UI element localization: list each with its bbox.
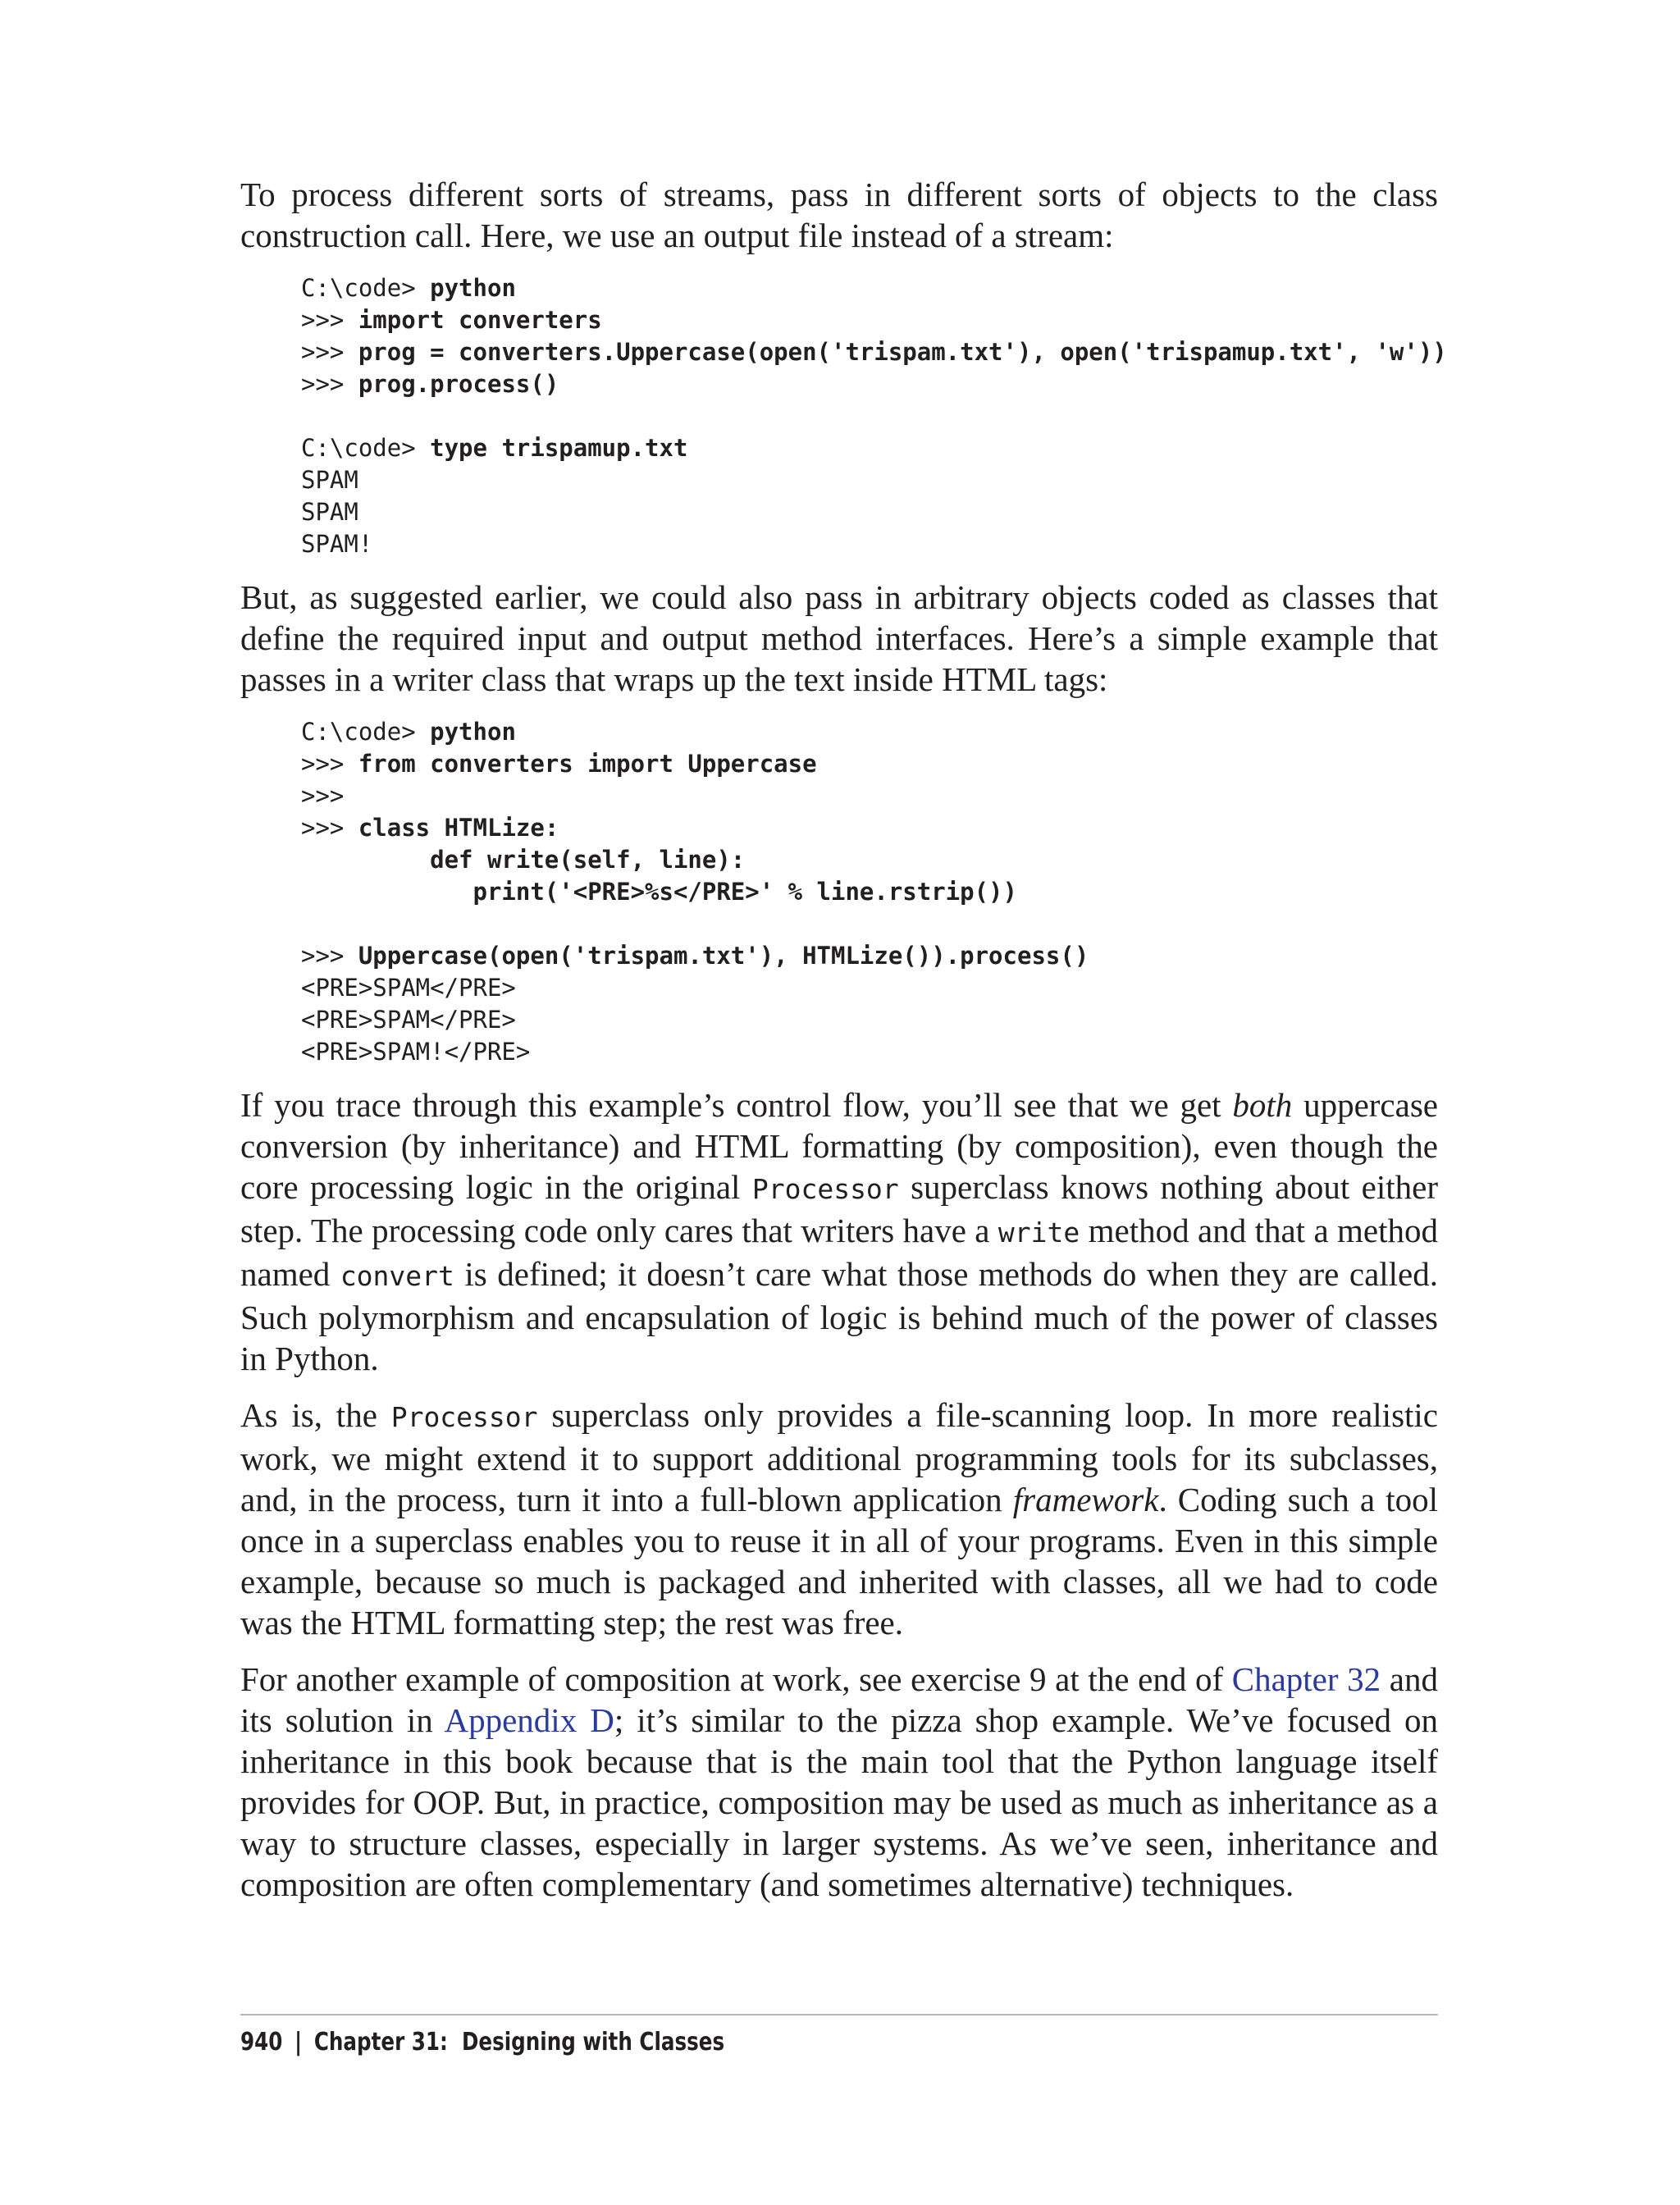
code-command: print('<PRE>%s</PRE>' % line.rstrip()) [301,878,1017,906]
code-line [301,716,1438,748]
code-line [301,876,1438,908]
paragraph-5-text: For another example of composition at work, see exercise 9 at the end of [240,1660,1232,1698]
code-line [301,368,1438,400]
code-line [301,780,1438,812]
code-output: SPAM [301,466,358,494]
code-output: <PRE>SPAM</PRE> [301,974,516,1002]
code-command: prog.process() [358,370,559,398]
paragraph-5-text: ; it’s similar to the pizza shop example. We’ve focused on inheritance in this book because that is the main tool that the Python language itself provides for OOP. But, in practice, composition may be used as much as inheritance as a way to structure classes, especially in larger systems. As we’ve seen, inheritance and composition are often complementary (and sometimes alternative) techniques. [240,1701,1438,1903]
code-command: class HTMLize: [358,814,559,842]
paragraph-5 [240,1659,1438,1905]
code-blank-line [301,908,1438,940]
paragraph-5-text: and its solution in [240,1660,1438,1739]
code-prompt: >>> [301,750,358,778]
code-command: Uppercase(open('trispam.txt'), HTMLize()).process() [358,942,1089,970]
code-block-2 [301,716,1438,1068]
code-line [301,304,1438,336]
link-appendix-d[interactable]: Appendix D [444,1701,614,1739]
paragraph-4-text: superclass only provides a file-scanning loop. In more realistic work, we might extend it to support additional programming tools for its subclasses, and, in the process, turn it into a full-blown application [240,1396,1438,1518]
code-prompt: C:\code> [301,718,431,746]
code-line [301,496,1438,528]
code-line [301,272,1438,304]
code-prompt: >>> [301,306,358,334]
code-line [301,528,1438,560]
code-line [301,812,1438,844]
inline-code-processor: Processor [390,1401,538,1433]
code-command: prog = converters.Uppercase(open('trispam.txt'), open('trispamup.txt', 'w')) [358,338,1447,366]
emphasis-both: both [1232,1086,1293,1124]
code-line [301,1036,1438,1068]
code-command: type trispamup.txt [430,434,688,462]
inline-code-write: write [998,1217,1080,1249]
page-footer [240,2028,724,2057]
code-prompt: >>> [301,814,358,842]
emphasis-framework: framework [1012,1481,1159,1518]
code-output: <PRE>SPAM</PRE> [301,1006,516,1034]
code-prompt: >>> [301,782,345,810]
code-block-1 [301,272,1447,560]
paragraph-4-text: As is, the [240,1396,391,1434]
link-chapter-32[interactable]: Chapter 32 [1231,1660,1381,1698]
code-line [301,1004,1438,1036]
paragraph-4 [240,1395,1438,1643]
code-output: SPAM [301,498,358,526]
code-line [301,748,1438,780]
code-prompt: >>> [301,338,358,366]
code-line [301,940,1438,972]
code-command: def write(self, line): [301,846,746,874]
code-blank-line [301,400,1438,432]
paragraph-3-text: method and that a method named [240,1212,1439,1293]
paragraph-1: To process different sorts of streams, pass in different sorts of objects to the class construction call. Here, we use an output file instead of a stream: [240,176,1438,254]
code-command: python [430,274,516,302]
paragraph-3-text: superclass knows nothing about either step. The processing code only cares that writers have a [240,1168,1438,1249]
code-line [301,432,1438,464]
footer-separator: | [294,2028,303,2057]
chapter-title: Chapter 31: Designing with Classes [313,2028,725,2057]
paragraph-4-text: . Coding such a tool once in a superclass enables you to reuse it in all of your programs. Even in this simple example, because so much is packaged and inherited with classes, all we had to code was the HTML formatting step; the rest was free. [240,1481,1438,1641]
code-output: SPAM! [301,530,373,558]
code-command: import converters [358,306,602,334]
code-line [301,336,1447,368]
code-prompt: >>> [301,942,358,970]
paragraph-2: But, as suggested earlier, we could also pass in arbitrary objects coded as classes that define the required input and output method interfaces. Here’s a simple example that passes in a writer class that wraps up the text inside HTML tags: [240,578,1438,698]
code-prompt: >>> [301,370,358,398]
inline-code-processor: Processor [751,1173,899,1205]
code-prompt: C:\code> [301,434,431,462]
code-line [301,972,1438,1004]
paragraph-3 [240,1084,1438,1379]
code-line [301,844,1438,876]
page-body [240,174,1447,1905]
page-number: 940 [240,2028,283,2057]
inline-code-convert: convert [340,1260,454,1292]
code-command: from converters import Uppercase [358,750,817,778]
code-command: python [430,718,516,746]
code-output: <PRE>SPAM!</PRE> [301,1038,531,1066]
paragraph-3-text: If you trace through this example’s control flow, you’ll see that we get [240,1086,1233,1124]
paragraph-3-text: is defined; it doesn’t care what those methods do when they are called. Such polymorphism and encapsulation of logic is behind much of the power of classes in Python. [240,1255,1438,1377]
paragraph-3-text: uppercase conversion (by inheritance) and HTML formatting (by composition), even though the core processing logic in the original [240,1086,1438,1206]
code-prompt: C:\code> [301,274,431,302]
footer-divider [240,2014,1438,2016]
code-line [301,464,1438,496]
